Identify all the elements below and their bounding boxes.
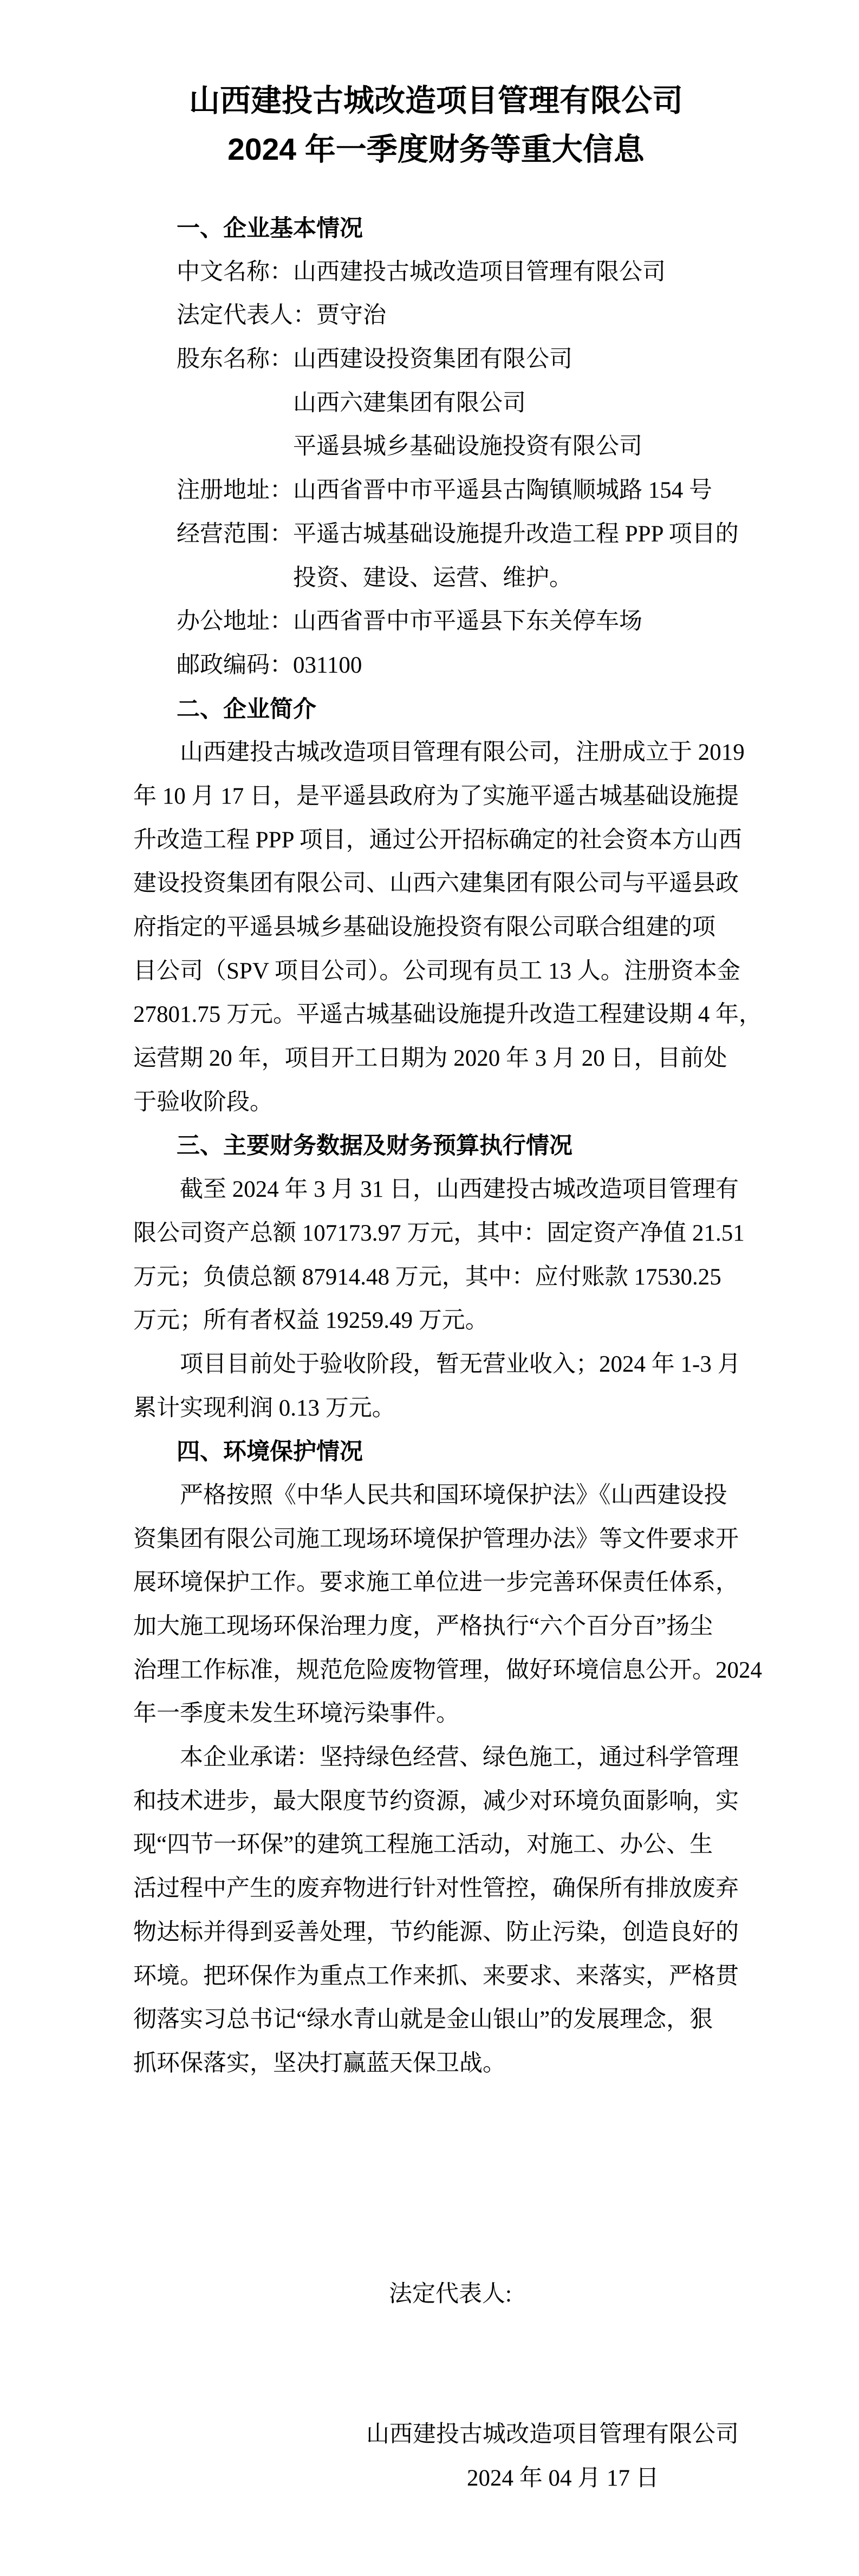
section-heading: 二、企业简介 <box>177 696 316 722</box>
paragraph-line: 山西建投古城改造项目管理有限公司，注册成立于 2019 <box>180 740 745 766</box>
paragraph-line: 展环境保护工作。要求施工单位进一步完善环保责任体系， <box>133 1570 739 1596</box>
title-line: 山西建投古城改造项目管理有限公司 <box>189 83 683 118</box>
paragraph-line: 本企业承诺：坚持绿色经营、绿色施工，通过科学管理 <box>180 1745 739 1771</box>
paragraph-line: 截至 2024 年 3 月 31 日，山西建投古城改造项目管理有 <box>180 1177 739 1203</box>
field-line: 股东名称：山西建设投资集团有限公司 <box>177 347 572 373</box>
field-line: 邮政编码：031100 <box>177 652 362 678</box>
field-line: 注册地址：山西省晋中市平遥县古陶镇顺城路 154 号 <box>177 478 712 504</box>
paragraph-line: 项目目前处于验收阶段，暂无营业收入；2024 年 1-3 月 <box>180 1351 741 1377</box>
paragraph-line: 抓环保落实，坚决打赢蓝天保卫战。 <box>133 2050 506 2076</box>
legal-representative-label: 法定代表人: <box>389 2281 512 2307</box>
paragraph-line: 资集团有限公司施工现场环境保护管理办法》等文件要求开 <box>133 1526 739 1552</box>
paragraph-line: 于验收阶段。 <box>133 1089 273 1115</box>
paragraph-line: 累计实现利润 0.13 万元。 <box>133 1395 395 1421</box>
paragraph-line: 彻落实习总书记“绿水青山就是金山银山”的发展理念，狠 <box>133 2007 713 2033</box>
paragraph-line: 府指定的平遥县城乡基础设施投资有限公司联合组建的项 <box>133 915 715 940</box>
title-line: 2024 年一季度财务等重大信息 <box>227 132 645 167</box>
paragraph-line: 万元；负债总额 87914.48 万元，其中：应付账款 17530.25 <box>133 1264 721 1290</box>
paragraph-line: 活过程中产生的废弃物进行针对性管控，确保所有排放废弃 <box>133 1876 739 1902</box>
field-line: 办公地址：山西省晋中市平遥县下东关停车场 <box>177 609 642 635</box>
field-line: 中文名称：山西建投古城改造项目管理有限公司 <box>177 259 666 285</box>
paragraph-line: 年 10 月 17 日，是平遥县政府为了实施平遥古城基础设施提 <box>133 783 739 809</box>
paragraph-line: 限公司资产总额 107173.97 万元，其中：固定资产净值 21.51 <box>133 1220 745 1246</box>
field-continuation-line: 山西六建集团有限公司 <box>293 390 526 416</box>
paragraph-line: 目公司（SPV 项目公司）。公司现有员工 13 人。注册资本金 <box>133 958 740 984</box>
paragraph-line: 万元；所有者权益 19259.49 万元。 <box>133 1308 489 1334</box>
paragraph-line: 物达标并得到妥善处理，节约能源、防止污染，创造良好的 <box>133 1919 739 1945</box>
paragraph-line: 27801.75 万元。平遥古城基础设施提升改造工程建设期 4 年， <box>133 1002 762 1028</box>
paragraph-line: 升改造工程 PPP 项目，通过公开招标确定的社会资本方山西 <box>133 827 742 853</box>
document-body <box>133 76 762 2501</box>
paragraph-line: 现“四节一环保”的建筑工程施工活动，对施工、办公、生 <box>133 1832 713 1858</box>
paragraph-line: 建设投资集团有限公司、山西六建集团有限公司与平遥县政 <box>133 871 739 897</box>
field-line: 经营范围：平遥古城基础设施提升改造工程 PPP 项目的 <box>177 521 739 547</box>
field-continuation-line: 平遥县城乡基础设施投资有限公司 <box>293 434 642 460</box>
field-continuation-line: 投资、建设、运营、维护。 <box>293 565 572 591</box>
paragraph-line: 年一季度未发生环境污染事件。 <box>133 1701 459 1727</box>
field-line: 法定代表人：贾守治 <box>177 303 386 329</box>
section-heading: 一、企业基本情况 <box>177 216 363 242</box>
section-heading: 四、环境保护情况 <box>177 1439 363 1465</box>
paragraph-line: 环境。把环保作为重点工作来抓、来要求、来落实，严格贯 <box>133 1963 739 1989</box>
paragraph-line: 严格按照《中华人民共和国环境保护法》《山西建设投 <box>180 1482 727 1508</box>
paragraph-line: 治理工作标准，规范危险废物管理，做好环境信息公开。2024 <box>133 1657 762 1683</box>
paragraph-line: 运营期 20 年，项目开工日期为 2020 年 3 月 20 日，目前处 <box>133 1046 727 1072</box>
paragraph-line: 加大施工现场环保治理力度，严格执行“六个百分百”扬尘 <box>133 1614 713 1639</box>
signature-date: 2024 年 04 月 17 日 <box>467 2465 659 2491</box>
paragraph-line: 和技术进步，最大限度节约资源，减少对环境负面影响，实 <box>133 1788 739 1814</box>
section-heading: 三、主要财务数据及财务预算执行情况 <box>177 1133 572 1159</box>
signature-company-name: 山西建投古城改造项目管理有限公司 <box>366 2422 739 2448</box>
